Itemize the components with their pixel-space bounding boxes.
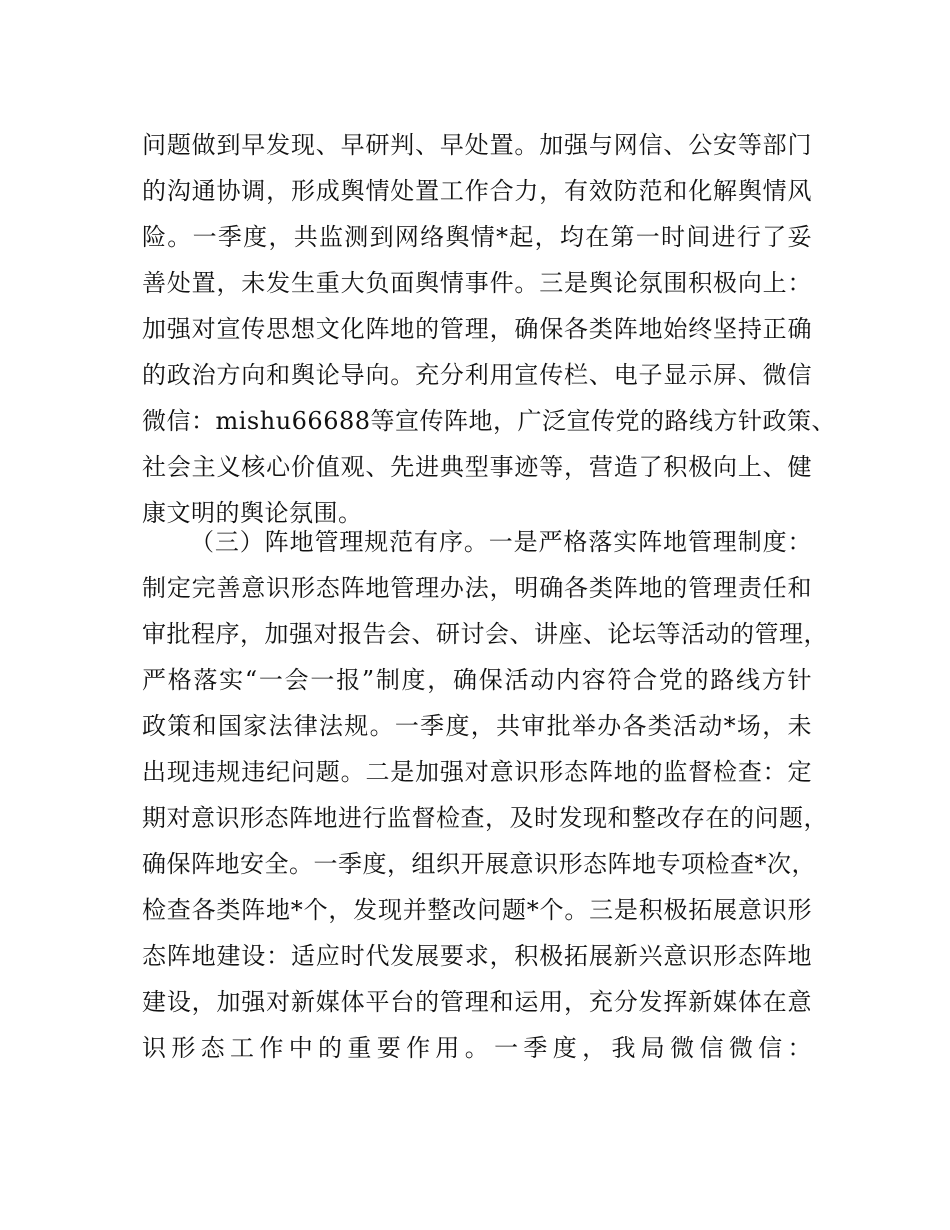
text-line: 的沟通协调，形成舆情处置工作合力，有效防范和化解舆情风 bbox=[142, 177, 812, 205]
text-line: 社会主义核心价值观、先进典型事迹等，营造了积极向上、健 bbox=[142, 453, 812, 481]
paragraph-position-management bbox=[142, 519, 828, 1071]
text-line: 态阵地建设：适应时代发展要求，积极拓展新兴意识形态阵地 bbox=[142, 942, 812, 970]
text-line: 严格落实“一会一报”制度，确保活动内容符合党的路线方针 bbox=[142, 666, 812, 694]
text-line: 康文明的舆论氛围。 bbox=[142, 499, 363, 527]
text-line: 险。一季度，共监测到网络舆情*起，均在第一时间进行了妥 bbox=[142, 223, 812, 251]
text-line: 出现违规违纪问题。二是加强对意识形态阵地的监督检查：定 bbox=[142, 758, 812, 786]
text-line: 的政治方向和舆论导向。充分利用宣传栏、电子显示屏、微信 bbox=[142, 361, 812, 389]
text-line: 制定完善意识形态阵地管理办法，明确各类阵地的管理责任和 bbox=[142, 574, 812, 602]
text-line: 微信：mishu66688等宣传阵地，广泛宣传党的路线方针政策、 bbox=[142, 407, 837, 435]
text-line: 确保阵地安全。一季度，组织开展意识形态阵地专项检查*次， bbox=[142, 850, 816, 878]
section-heading-line: （三）阵地管理规范有序。一是严格落实阵地管理制度： bbox=[190, 528, 812, 556]
text-line: 建设，加强对新媒体平台的管理和运用，充分发挥新媒体在意 bbox=[142, 988, 812, 1016]
text-line: 政策和国家法律法规。一季度，共审批举办各类活动*场，未 bbox=[142, 712, 812, 740]
text-line: 审批程序，加强对报告会、研讨会、讲座、论坛等活动的管理， bbox=[142, 620, 828, 648]
text-line: 期对意识形态阵地进行监督检查，及时发现和整改存在的问题， bbox=[142, 804, 828, 832]
text-line: 善处置，未发生重大负面舆情事件。三是舆论氛围积极向上： bbox=[142, 269, 812, 297]
paragraph-public-opinion bbox=[142, 122, 837, 536]
text-line: 问题做到早发现、早研判、早处置。加强与网信、公安等部门 bbox=[142, 131, 812, 159]
text-line: 识形态工作中的重要作用。一季度，我局微信微信： bbox=[142, 1034, 812, 1062]
text-line: 加强对宣传思想文化阵地的管理，确保各类阵地始终坚持正确 bbox=[142, 315, 812, 343]
text-line: 检查各类阵地*个，发现并整改问题*个。三是积极拓展意识形 bbox=[142, 896, 812, 924]
